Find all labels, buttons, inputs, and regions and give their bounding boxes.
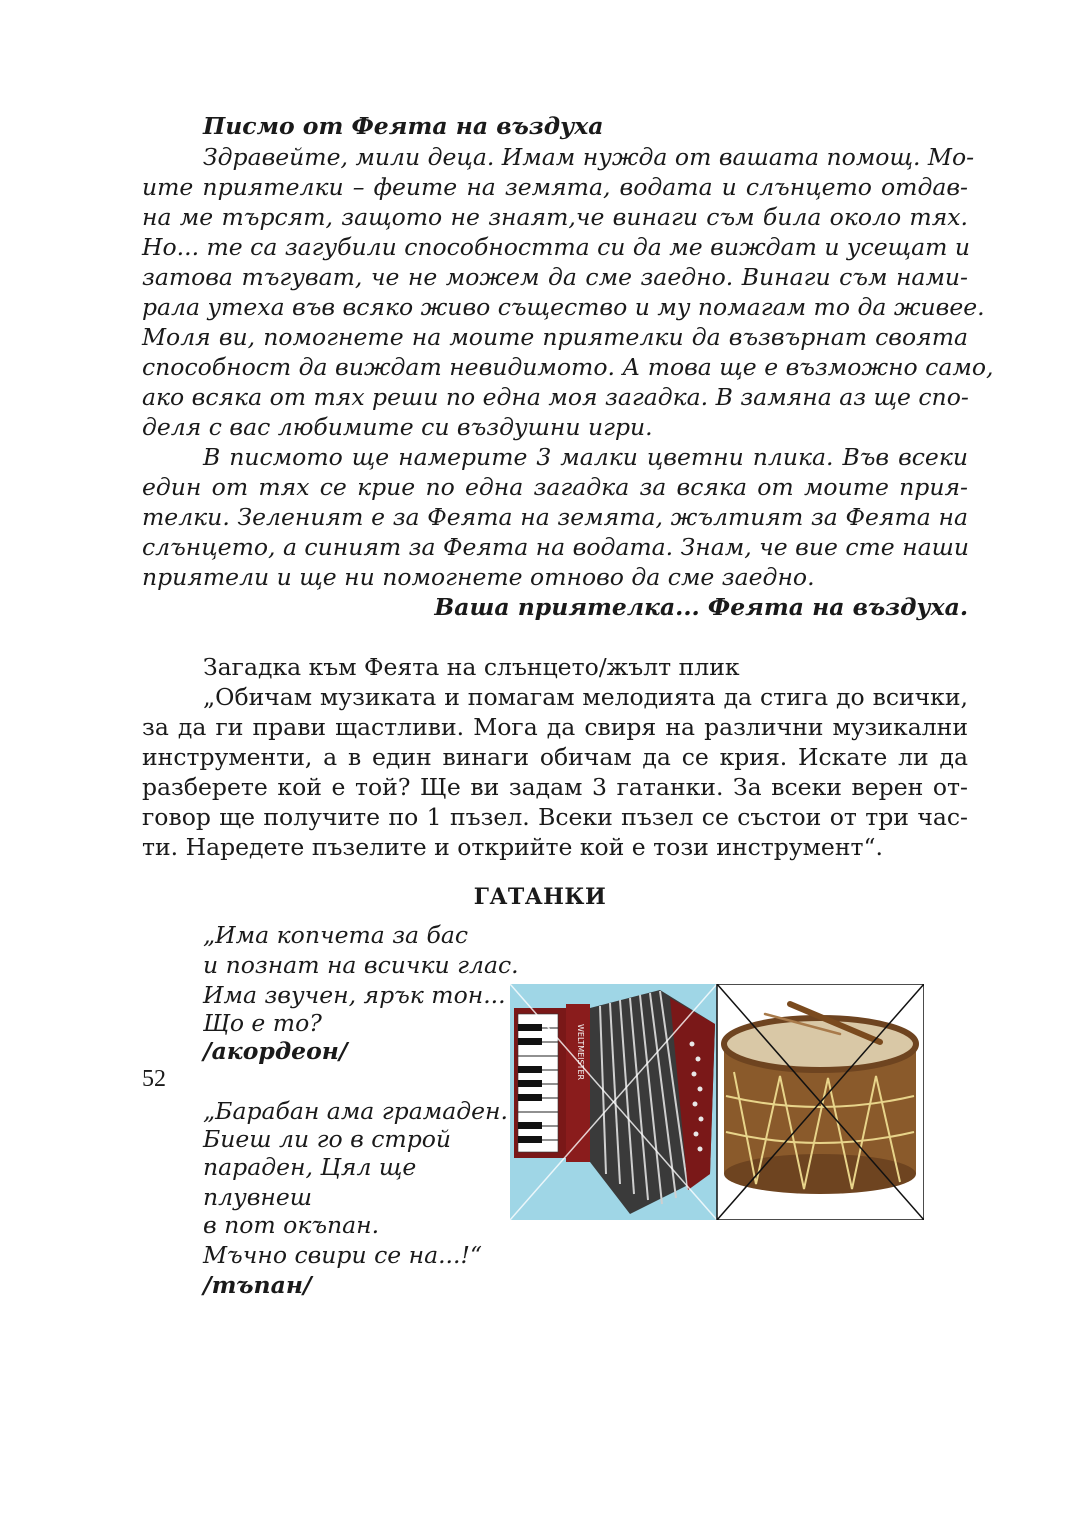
riddle-line: говор ще получите по 1 пъзел. Всеки пъзел се състои от три час- [142, 803, 968, 831]
riddle-line: ти. Наредете пъзелите и открийте кой е този инструмент“. [142, 833, 883, 861]
instruments-illustration [510, 984, 924, 1220]
section-heading: ГАТАНКИ [473, 884, 607, 910]
letter-line: телки. Зеленият е за Феята на земята, жълтият за Феята на [142, 503, 968, 531]
poem-line: Биеш ли го в строй [203, 1125, 452, 1153]
letter-line: слънцето, а синият за Феята на водата. Знам, че вие сте наши [142, 533, 970, 561]
poem-line: параден, Цял ще [203, 1153, 417, 1181]
letter-line: затова тъгуват, че не можем да сме заедно. Винаги съм нами- [142, 263, 968, 291]
letter-line: на ме търсят, защото не знаят,че винаги съм била около тях. [142, 203, 968, 231]
poem-line: „Има копчета за бас [203, 921, 469, 949]
riddle-title: Загадка към Феята на слънцето/жълт плик [203, 653, 740, 681]
poem-line: Що е то? [203, 1009, 322, 1037]
letter-line: Здравейте, мили деца. Имам нужда от вашата помощ. Мо- [203, 143, 975, 171]
poem-line: плувнеш [203, 1183, 313, 1211]
answer-1: /акордеон/ [203, 1037, 348, 1065]
poem-line: в пот окъпан. [203, 1211, 380, 1239]
poem-line: Мъчно свири се на...!“ [203, 1241, 482, 1269]
letter-line: В писмото ще намерите 3 малки цветни плика. Във всеки [203, 443, 968, 471]
letter-line: способност да виждат невидимото. А това ще е възможно само, [142, 353, 994, 381]
poem-line: Има звучен, ярък тон... [203, 981, 506, 1009]
letter-signature: Ваша приятелка... Феята на въздуха. [434, 593, 968, 621]
letter-line: Но... те са загубили способността си да ме виждат и усещат и [142, 233, 971, 261]
accordion-picture [510, 984, 717, 1220]
page-number: 52 [142, 1066, 166, 1092]
poem-line: и познат на всички глас. [203, 951, 519, 979]
letter-line: един от тях се крие по една загадка за всяка от моите прия- [142, 473, 968, 501]
riddle-line: „Обичам музиката и помагам мелодията да стига до всички, [203, 683, 968, 711]
letter-title: Писмо от Феята на въздуха [203, 112, 604, 140]
riddle-line: за да ги прави щастливи. Мога да свиря на различни музикални [142, 713, 968, 741]
letter-line: ите приятелки – феите на земята, водата и слънцето отдав- [142, 173, 968, 201]
riddle-line: разберете кой е той? Ще ви задам 3 гатанки. За всеки верен от- [142, 773, 968, 801]
letter-line: ако всяка от тях реши по една моя загадка. В замяна аз ще спо- [142, 383, 969, 411]
answer-2: /тъпан/ [203, 1271, 312, 1299]
letter-line: Моля ви, помогнете на моите приятелки да възвърнат своята [142, 323, 968, 351]
riddle-line: инструменти, а в един винаги обичам да се крия. Искате ли да [142, 743, 968, 771]
drum-picture [717, 984, 924, 1220]
letter-line: приятели и ще ни помогнете отново да сме заедно. [142, 563, 815, 591]
poem-line: „Барабан ама грамаден. [203, 1097, 508, 1125]
letter-line: деля с вас любимите си въздушни игри. [142, 413, 653, 441]
accordion-brand: WELTMEISTER [576, 1024, 585, 1081]
letter-line: рала утеха във всяко живо същество и му помагам то да живее. [142, 293, 985, 321]
